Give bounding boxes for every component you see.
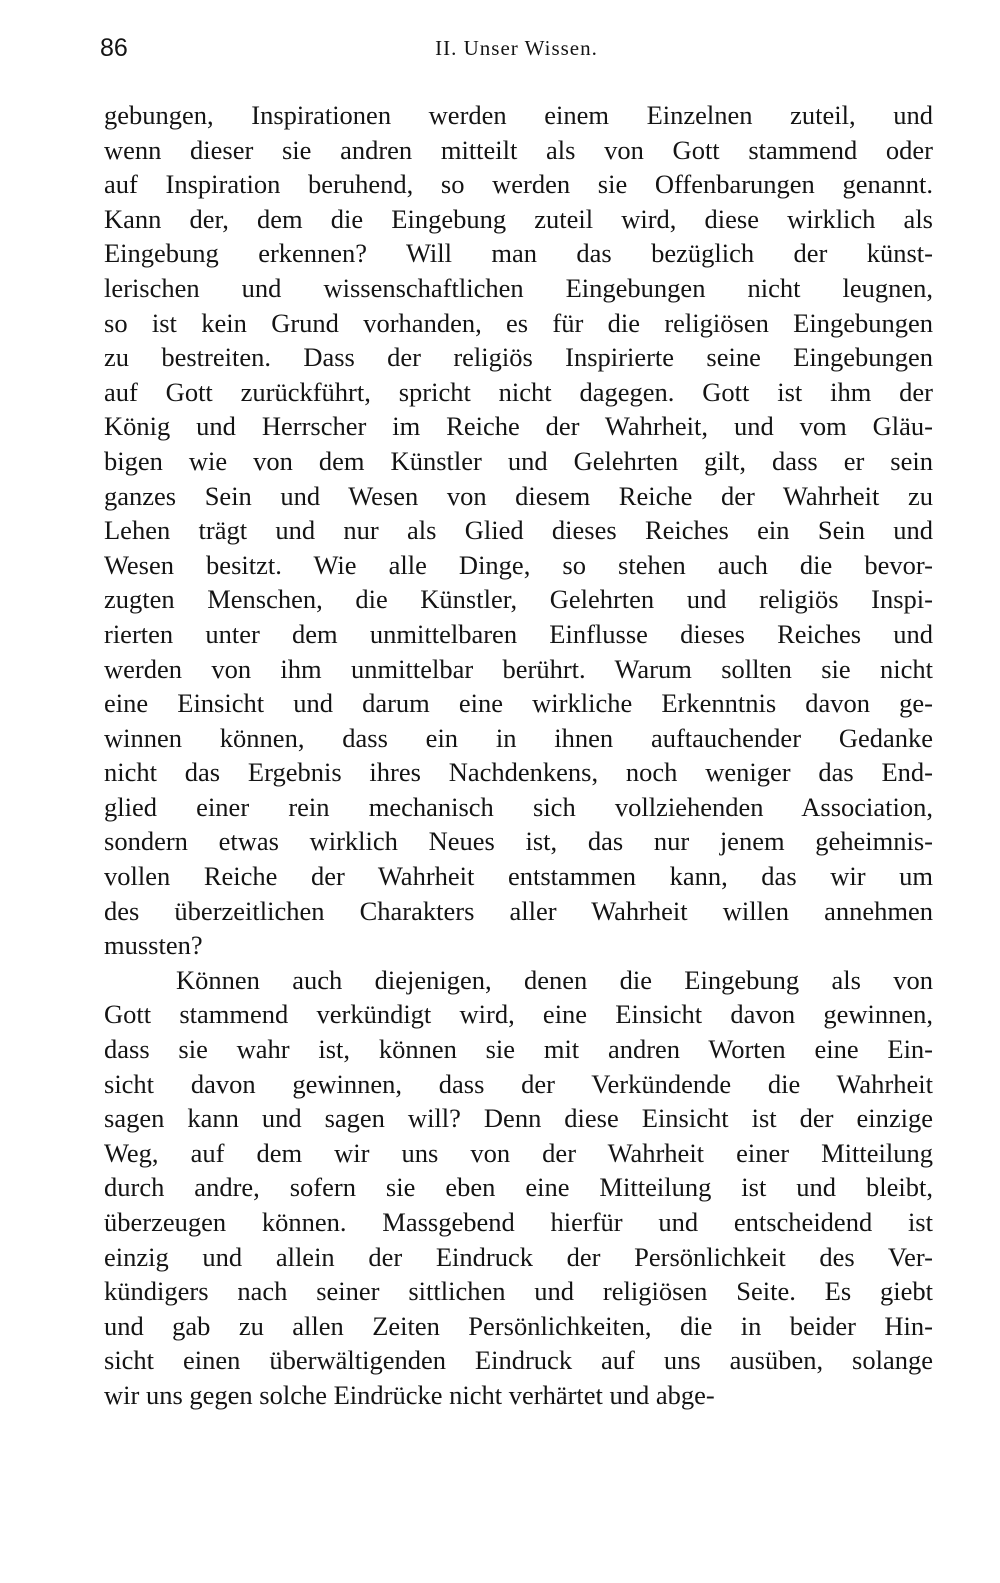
text-line: Gott stammend verkündigt wird, eine Einsicht davon gewinnen, <box>104 999 933 1030</box>
text-line: glied einer rein mechanisch sich vollziehenden Association, <box>104 791 933 822</box>
text-line: des überzeitlichen Charakters aller Wahrheit willen annehmen <box>104 895 933 926</box>
text-line: bigen wie von dem Künstler und Gelehrten gilt, dass er sein <box>104 445 933 476</box>
text-line: dass sie wahr ist, können sie mit andren Worten eine Ein- <box>104 1034 933 1065</box>
text-line: kündigers nach seiner sittlichen und religiösen Seite. Es giebt <box>104 1276 933 1307</box>
text-line: mussten? <box>104 930 203 961</box>
text-line: zugten Menschen, die Künstler, Gelehrten und religiös Inspi- <box>104 584 933 615</box>
text-line: werden von ihm unmittelbar berührt. Warum sollten sie nicht <box>104 653 933 684</box>
text-line: lerischen und wissenschaftlichen Eingebungen nicht leugnen, <box>104 272 933 303</box>
text-line: sicht einen überwältigenden Eindruck auf uns ausüben, solange <box>104 1345 933 1376</box>
text-line: wir uns gegen solche Eindrücke nicht verhärtet und abge- <box>104 1379 715 1410</box>
text-line: Weg, auf dem wir uns von der Wahrheit einer Mitteilung <box>104 1137 933 1168</box>
text-line: winnen können, dass ein in ihnen auftauchender Gedanke <box>104 722 933 753</box>
text-line: eine Einsicht und darum eine wirkliche Erkenntnis davon ge- <box>104 688 933 719</box>
paragraph-2 <box>104 963 933 1413</box>
text-line: wenn dieser sie andren mitteilt als von Gott stammend oder <box>104 134 933 165</box>
text-line: Können auch diejenigen, denen die Eingebung als von <box>176 964 933 995</box>
text-line: Lehen trägt und nur als Glied dieses Reiches ein Sein und <box>104 515 933 546</box>
body-text <box>104 98 933 1413</box>
text-line: einzig und allein der Eindruck der Persönlichkeit des Ver- <box>104 1241 933 1272</box>
text-line: durch andre, sofern sie eben eine Mitteilung ist und bleibt, <box>104 1172 933 1203</box>
text-line: auf Inspiration beruhend, so werden sie Offenbarungen genannt. <box>104 169 933 200</box>
running-head: II. Unser Wissen. <box>435 36 598 60</box>
text-line: Wesen besitzt. Wie alle Dinge, so stehen auch die bevor- <box>104 549 933 580</box>
text-line: zu bestreiten. Dass der religiös Inspirierte seine Eingebungen <box>104 342 933 373</box>
text-line: so ist kein Grund vorhanden, es für die religiösen Eingebungen <box>104 307 933 338</box>
text-line: Kann der, dem die Eingebung zuteil wird, diese wirklich als <box>104 203 933 234</box>
text-line: nicht das Ergebnis ihres Nachdenkens, noch weniger das End- <box>104 757 933 788</box>
page-number: 86 <box>100 34 128 62</box>
text-line: sagen kann und sagen will? Denn diese Einsicht ist der einzige <box>104 1103 933 1134</box>
text-line: vollen Reiche der Wahrheit entstammen kann, das wir um <box>104 861 933 892</box>
text-line: König und Herrscher im Reiche der Wahrheit, und vom Gläu- <box>104 411 933 442</box>
text-line: sondern etwas wirklich Neues ist, das nur jenem geheimnis- <box>104 826 933 857</box>
text-line: rierten unter dem unmittelbaren Einflusse dieses Reiches und <box>104 618 933 649</box>
text-line: Eingebung erkennen? Will man das bezüglich der künst- <box>104 238 933 269</box>
text-line: auf Gott zurückführt, spricht nicht dagegen. Gott ist ihm der <box>104 376 933 407</box>
paragraph-1 <box>104 98 933 963</box>
text-line: sicht davon gewinnen, dass der Verkündende die Wahrheit <box>104 1068 933 1099</box>
page-header <box>100 34 933 70</box>
text-line: überzeugen können. Massgebend hierfür und entscheidend ist <box>104 1207 933 1237</box>
text-line: und gab zu allen Zeiten Persönlichkeiten, die in beider Hin- <box>104 1310 933 1341</box>
text-line: gebungen, Inspirationen werden einem Einzelnen zuteil, und <box>104 100 933 130</box>
text-line: ganzes Sein und Wesen von diesem Reiche der Wahrheit zu <box>104 480 933 511</box>
